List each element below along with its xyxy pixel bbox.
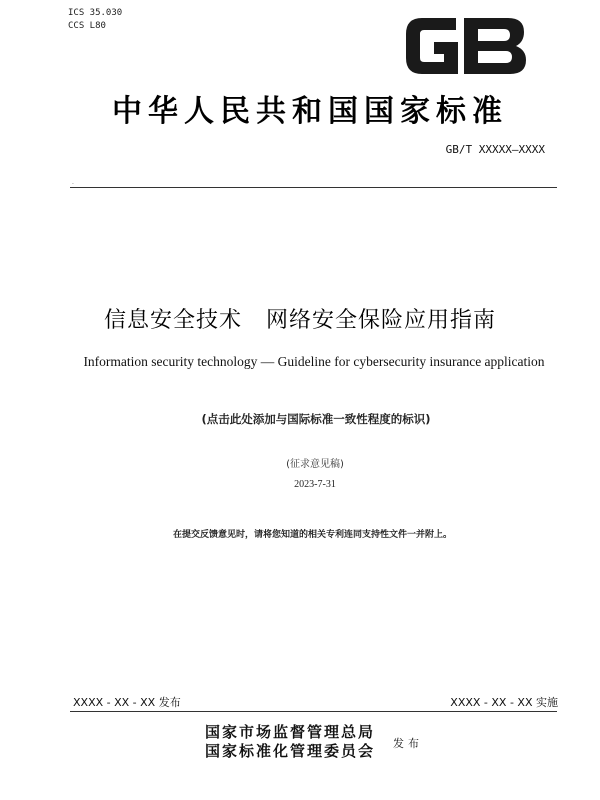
ccs-code: CCS L80 xyxy=(68,21,106,31)
header-rule-marker: · xyxy=(72,181,74,188)
draft-date: 2023-7-31 xyxy=(294,479,336,490)
header-divider xyxy=(70,187,557,188)
title-chinese: 信息安全技术 网络安全保险应用指南 xyxy=(104,308,496,333)
issuer-samr: 国家市场监督管理总局 xyxy=(205,723,376,741)
gb-logo xyxy=(400,12,532,80)
standard-number: GB/T XXXXX—XXXX xyxy=(445,143,545,156)
classification-codes xyxy=(68,7,122,33)
publish-label: 发布 xyxy=(393,737,423,750)
draft-stage: (征求意见稿) xyxy=(286,459,344,470)
issuing-authorities xyxy=(205,723,375,761)
issuer-sac: 国家标准化管理委员会 xyxy=(205,742,376,760)
implementation-date: XXXX - XX - XX 实施 xyxy=(450,696,558,709)
national-standard-label: 中华人民共和国国家标准 xyxy=(112,94,508,129)
patent-notice: 在提交反馈意见时，请将您知道的相关专利连同支持性文件一并附上。 xyxy=(172,530,452,540)
consistency-note[interactable]: (点击此处添加与国际标准一致性程度的标识) xyxy=(201,412,431,426)
footer-divider xyxy=(70,711,557,712)
ics-code: ICS 35.030 xyxy=(68,8,123,18)
title-english: Information security technology — Guideline for cybersecurity insurance application xyxy=(83,354,545,369)
issue-date: XXXX - XX - XX 发布 xyxy=(73,696,181,709)
